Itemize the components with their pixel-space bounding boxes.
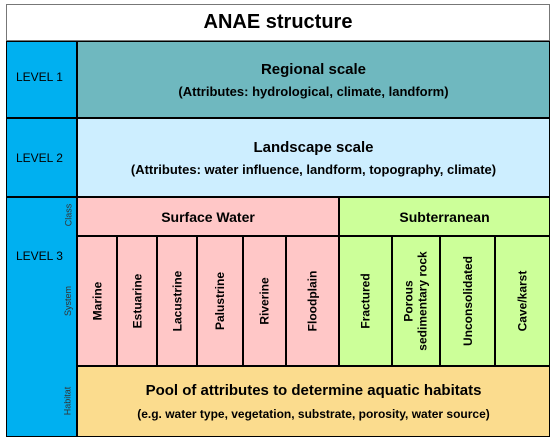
system-estuarine-label: Estuarine bbox=[130, 273, 144, 329]
system-palustrine-label: Palustrine bbox=[213, 271, 227, 331]
level-2-label: LEVEL 2 bbox=[16, 151, 63, 165]
system-riverine bbox=[243, 236, 286, 366]
habitat-box bbox=[77, 366, 550, 437]
regional-attributes: (Attributes: hydrological, climate, landform) bbox=[178, 83, 449, 99]
habitat-examples: (e.g. water type, vegetation, substrate, porosity, water source) bbox=[137, 407, 490, 421]
system-porous-sedimentary-rock bbox=[392, 236, 440, 366]
porous-line-1: Porous bbox=[402, 280, 417, 322]
subterranean-class: Subterranean bbox=[339, 197, 550, 236]
system-lacustrine bbox=[157, 236, 197, 366]
system-unconsolidated-label: Unconsolidated bbox=[460, 255, 475, 347]
system-palustrine bbox=[197, 236, 243, 366]
system-cave-karst-label: Cave/karst bbox=[515, 270, 530, 332]
system-unconsolidated bbox=[440, 236, 495, 366]
diagram-title: ANAE structure bbox=[6, 4, 550, 41]
class-side-label: Class bbox=[63, 203, 74, 227]
regional-heading: Regional scale bbox=[260, 60, 367, 78]
system-fractured-label: Fractured bbox=[358, 273, 373, 329]
system-side-label: System bbox=[63, 285, 74, 317]
porous-line-2: sedimentary rock bbox=[416, 251, 431, 351]
system-fractured bbox=[339, 236, 392, 366]
level-3-cell bbox=[6, 197, 77, 437]
habitat-side-label: Habitat bbox=[62, 386, 73, 416]
level-3-label: LEVEL 3 bbox=[16, 249, 63, 263]
system-lacustrine-label: Lacustrine bbox=[170, 270, 184, 332]
level-2-cell bbox=[6, 118, 77, 197]
system-marine bbox=[77, 236, 117, 366]
system-porous-label bbox=[402, 251, 430, 350]
system-marine-label: Marine bbox=[90, 281, 104, 321]
surface-water-class: Surface Water bbox=[77, 197, 339, 236]
system-riverine-label: Riverine bbox=[257, 277, 272, 325]
system-floodplain-label: Floodplain bbox=[305, 270, 320, 332]
level-1-label: LEVEL 1 bbox=[16, 70, 63, 84]
habitat-heading: Pool of attributes to determine aquatic habitats bbox=[145, 382, 482, 399]
system-cave-karst bbox=[495, 236, 550, 366]
system-estuarine bbox=[117, 236, 157, 366]
landscape-attributes: (Attributes: water influence, landform, topography, climate) bbox=[130, 161, 497, 177]
landscape-scale-box bbox=[77, 118, 550, 197]
system-floodplain bbox=[286, 236, 339, 366]
regional-scale-box bbox=[77, 41, 550, 118]
level-1-cell bbox=[6, 41, 77, 118]
landscape-heading: Landscape scale bbox=[253, 138, 374, 156]
